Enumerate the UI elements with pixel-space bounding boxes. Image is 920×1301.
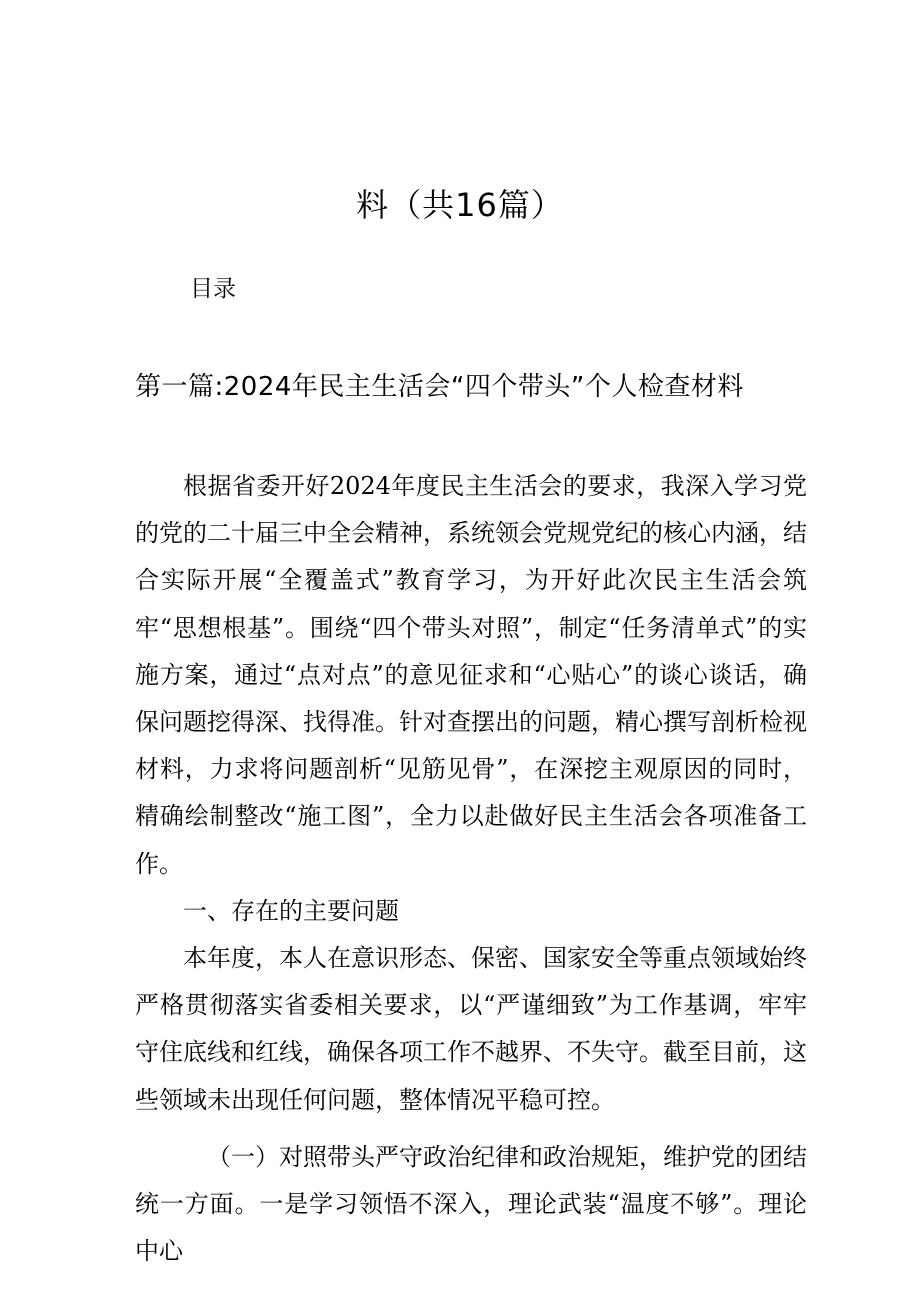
intro-paragraph: 根据省委开好2024年度民主生活会的要求，我深入学习党的党的二十届三中全会精神，系统领会党规党纪的核心内涵，结合实际开展“全覆盖式”教育学习，为开好此次民主生活会筑牢“思想根基”。围绕“四个带头对照”，制定“任务清单式”的实施方案，通过“点对点”的意见征求和“心贴心”的谈心谈话，确保问题挖得深、找得准。针对查摆出的问题，精心撰写剖析检视材料，力求将问题剖析“见筋见骨”，在深挖主观原因的同时，精确绘制整改“施工图”，全力以赴做好民主生活会各项准备工作。 <box>135 472 807 878</box>
chapter-title: 第一篇:2024年民主生活会“四个带头”个人检查材料 <box>135 372 744 402</box>
document-body <box>135 463 807 1275</box>
section-heading: 一、存在的主要问题 <box>183 896 399 925</box>
subsection-paragraph: （一）对照带头严守政治纪律和政治规矩，维护党的团结统一方面。一是学习领悟不深入，理论武装“温度不够”。理论中心 <box>135 1142 807 1266</box>
body-paragraph: 本年度，本人在意识形态、保密、国家安全等重点领域始终严格贯彻落实省委相关要求，以“严谨细致”为工作基调，牢牢守住底线和红线，确保各项工作不越界、不失守。截至目前，这些领域未出现任何问题，整体情况平稳可控。 <box>135 944 807 1114</box>
toc-label: 目录 <box>190 276 236 302</box>
document-title: 料（共16篇） <box>356 186 564 224</box>
